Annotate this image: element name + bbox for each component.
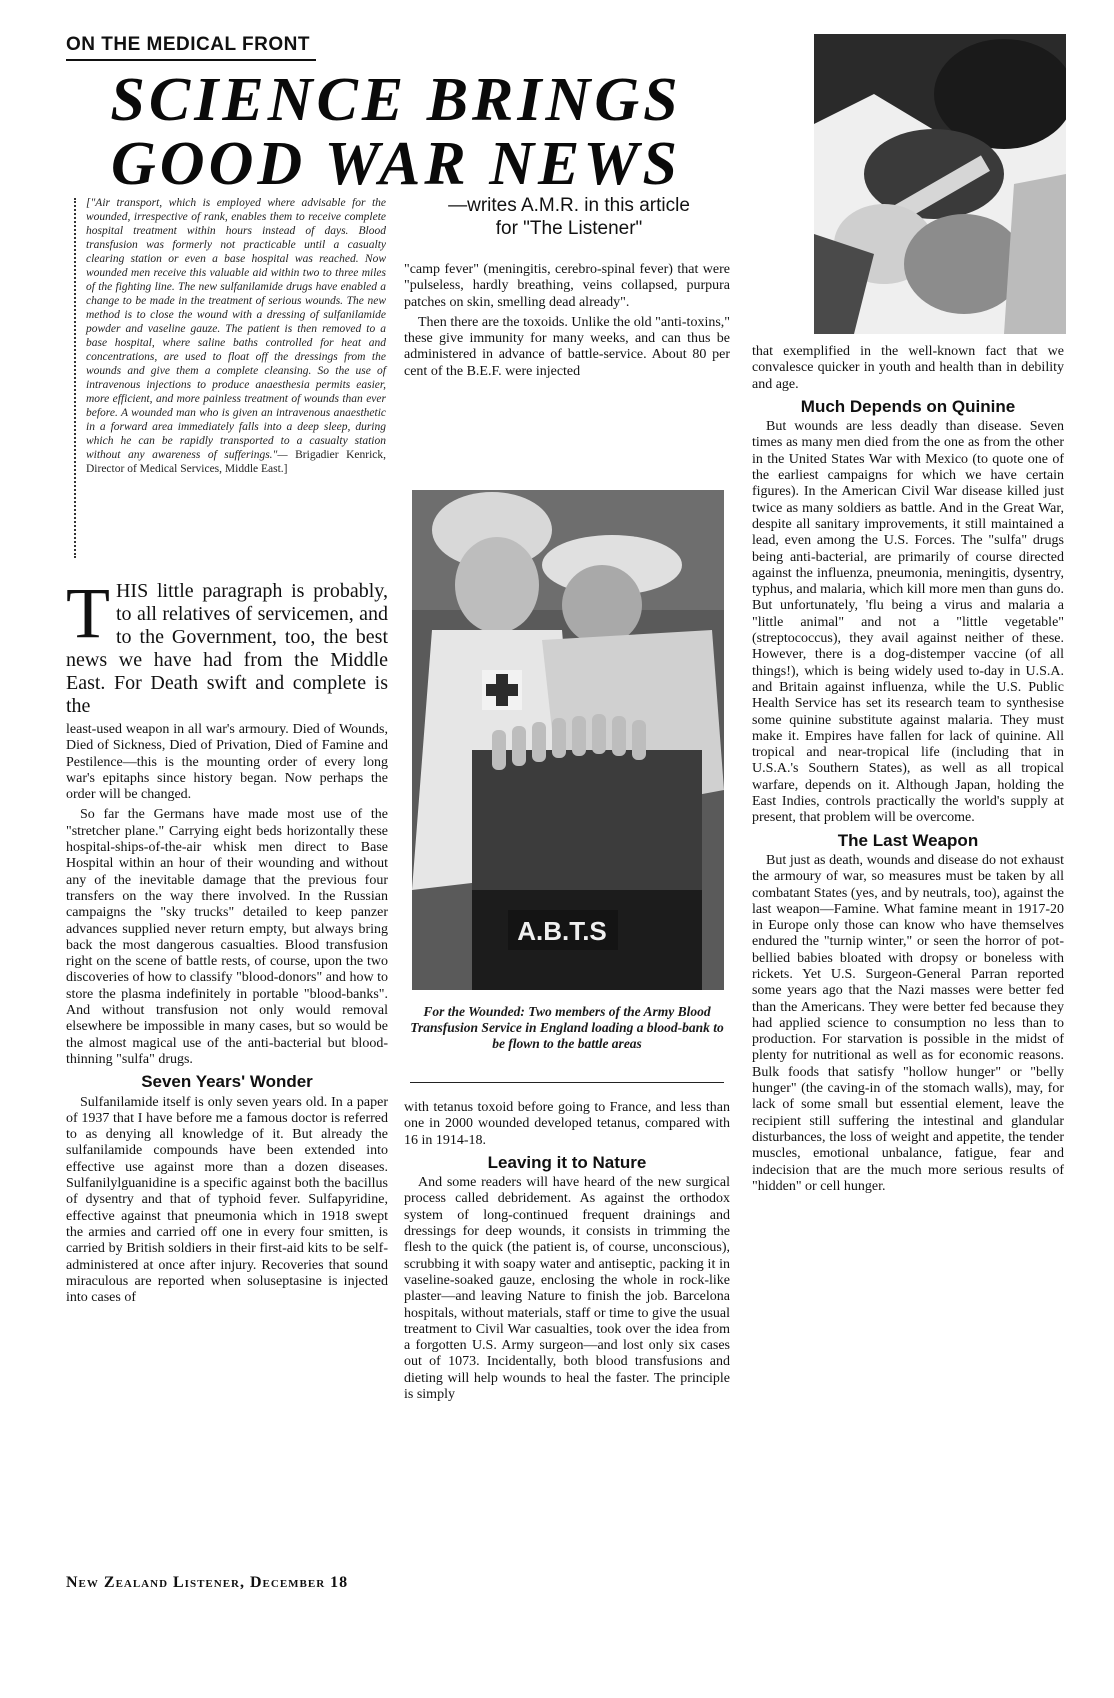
photo-caption: For the Wounded: Two members of the Army Blood Transfusion Service in England loading a blood-bank to be flown to the battle areas — [410, 1004, 724, 1051]
paragraph: that exemplified in the well-known fact that we convalesce quicker in youth and health than in debility and age. — [752, 344, 1064, 392]
paragraph: least-used weapon in all war's armoury. Died of Wounds, Died of Sickness, Died of Privation, Died of Famine and Pestilence—this is the mounting order of every long war's epitaphs since history began. Now perhaps the order will be changed. — [66, 722, 388, 803]
lede-paragraph — [66, 573, 388, 718]
photo-sign-text: A.B.T.S — [517, 916, 607, 946]
caption-rule — [410, 1082, 724, 1083]
subheading: Much Depends on Quinine — [800, 396, 1016, 416]
headline-line-1: SCIENCE BRINGS — [110, 66, 682, 134]
syringe-photo-illustration — [814, 34, 1066, 334]
subheading: Leaving it to Nature — [487, 1152, 647, 1172]
intro-quote-text: ["Air transport, which is employed where advisable for the wounded, irrespective of rank, enables them to receive complete hospital treatment within hours instead of days. Blood transfusion was formerly not practicable until a casualty clearing station or even a base hospital was reached. Now wounded men receive this valuable aid within two to three miles of the fighting line. The new sulfanilamide drugs have enabled a change to be made in the treatment of serious wounds. The new method is to close the wound with a dressing of sulfanilamide powder and vaseline gauze. The patient is then removed to a base hospital, where saline baths controlled for heat and concentrations, are used to float off the dressings from the wounds and give them a complete cleansing. So the use of intravenous injections to produce anaesthesia permits easier, more efficient, and more painless treatment of wounds than ever before. A wounded man who is given an intravenous anaesthetic in a forward area immediately falls into a deep sleep, during which he can be rapidly transported to a casualty station without any awareness of sufferings."— — [86, 197, 386, 461]
subheading: The Last Weapon — [837, 830, 979, 850]
nurses-photo-illustration — [412, 490, 724, 990]
byline-line-1: —writes A.M.R. in this article — [448, 195, 690, 216]
paragraph: But wounds are less deadly than disease. Seven times as many men died from the one as from the other in the United States War with Mexico (to quote one of the earliest campaigns for which we have certain figures). In the American Civil War disease killed just twice as many soldiers as battle. And in the Great War, despite all sanitary improvements, it still maintained a lead, even among the U.S. Forces. The "sulfa" drugs being anti-bacterial, are primarily of course directed against the influenza, pneumonia, meningitis, dysentry, typhus, and malaria, which kill more men than guns do. But unfortunately, 'flu being a virus and malaria a "little animal" and not a "little vegetable" (streptococcus), they avail against neither of these. However, there is a dog-distemper vaccine (of all things!), which is being widely used to-day in U.S.A. and Britain against influenza, while the U.S. Public Health Service has set its research team to synthesise some quinine substitute against malaria. They must make it. Empires have fallen for lack of quinine. All tropical and near-tropical life (including that in U.S.A.'s Southern States), as well as all tropical warfare, depends on it. Although Japan, holding the East Indies, controls practically the world's supply at present, that problem will be overcome. — [752, 419, 1064, 826]
column-2-bottom — [404, 1100, 730, 1407]
intro-quote — [86, 196, 386, 476]
column-2-top — [404, 262, 730, 384]
drop-cap: T — [66, 573, 110, 653]
headline — [66, 68, 726, 196]
column-1 — [66, 573, 388, 1310]
paragraph: But just as death, wounds and disease do not exhaust the armoury of war, so measures must be taken by all combatant States (yes, and by neutrals, too), against the last weapon—Famine. What famine meant in 1917-20 in Europe only those can know who have themselves endured the "turnip winter," or seen the horror of pot-bellied babies bloated with dropsy or boneless with rickets. Yet U.S. Surgeon-General Parran reported some years ago that the Nazi masses were better fed than the Americans. They were better fed because they had applied science to consumption no less than to production. For starvation is possible in the midst of plenty for nutritional as well as for economic reasons. Bulk foods that satisfy "hollow hunger" or "belly hunger" (the caving-in of the stomach walls), may, for lack of some small but essential element, leave the recipient still suffering the intestinal and glandular disturbances, the loss of weight and appetite, the tender muscles, emotional unbalance, fatigue, fear and indecision that are the much more serious results of "hidden" or cell hunger. — [752, 852, 1064, 1194]
paragraph: And some readers will have heard of the new surgical process called debridement. As against the orthodox system of long-continued frequent drainings and dressings for deep wounds, it consists in trimming the flesh to the quick (the patient is, of course, unconscious), scrubbing it with soapy water and antiseptic, packing it in vaseline-soaked gauze, enclosing the whole in rock-like plaster—and leaving Nature to finish the job. Barcelona hospitals, without materials, staff or time to give the usual treatment to Civil War casualties, took over the idea from a forgotten U.S. Army surgeon—and lost only six cases out of 1073. Incidentally, both blood transfusions and dieting will help wounds to heal the faster. The principle is simply — [404, 1175, 730, 1403]
intro-margin-rule — [74, 198, 79, 558]
paragraph: with tetanus toxoid before going to France, and less than one in 2000 wounded developed tetanus, compared with 16 in 1914-18. — [404, 1100, 730, 1148]
syringe-photo — [814, 34, 1066, 334]
section-label: ON THE MEDICAL FRONT — [66, 34, 316, 61]
subheading: Seven Years' Wonder — [141, 1072, 313, 1092]
byline-line-2: for "The Listener" — [495, 218, 643, 239]
paragraph: "camp fever" (meningitis, cerebro-spinal fever) that were "pulseless, hardly breathing, veins collapsed, purpura patches on skin, smelling dead already". — [404, 262, 730, 310]
column-3 — [752, 344, 1064, 1199]
lede-text: HIS little paragraph is probably, to all relatives of servicemen, and to the Government, too, the best news we have had from the Middle East. For Death swift and complete is the — [66, 580, 388, 717]
paragraph: Then there are the toxoids. Unlike the old "anti-toxins," these give immunity for many weeks, and can thus be administered in advance of battle-service. About 80 per cent of the B.E.F. were injected — [404, 314, 730, 379]
paragraph: So far the Germans have made most use of the "stretcher plane." Carrying eight beds horizontally these hospital-ships-of-the-air whisk men direct to Base Hospital within an hour of their wounding and without any of the inevitable damage that the previous four transfers on the way there involved. In the Russian campaigns the "sky trucks" detailed to keep panzer advances supplied never return empty, but always bring back the most dangerous casualties. Blood transfusion right on the scene of battle rests, of course, upon the two discoveries of how to classify "blood-donors" and how to store the plasma indefinitely in portable "blood-banks". And without transfusion not only would removal elsewhere be impossible in many cases, but so would be the almost magical use of the anti-bacterial but blood-thinning "sulfa" drugs. — [66, 807, 388, 1067]
intro-quote-attribution: Brigadier Kenrick, Director of Medical Services, Middle East.] — [86, 449, 386, 475]
byline — [404, 194, 734, 240]
nurses-photo — [412, 490, 724, 990]
page-footer: New Zealand Listener, December 18 — [66, 1574, 349, 1591]
paragraph: Sulfanilamide itself is only seven years old. In a paper of 1937 that I have before me a famous doctor is referred to as denying all knowledge of it. But already the sulfanilamide compounds have been extended into effective use against more than a dozen diseases. Sulfanilylguanidine is a specific against both the bacillus of dysentry and that of typhoid fever. Sulfapyridine, effective against that pneumonia which in 1918 swept the armies and carried off one in every four smitten, is carried by British soldiers in their first-aid kits to be self-administered at once after injury. Recoveries that sound miraculous are reported when soluseptasine is injected into cases of — [66, 1094, 388, 1306]
headline-line-2: GOOD WAR NEWS — [111, 130, 681, 198]
